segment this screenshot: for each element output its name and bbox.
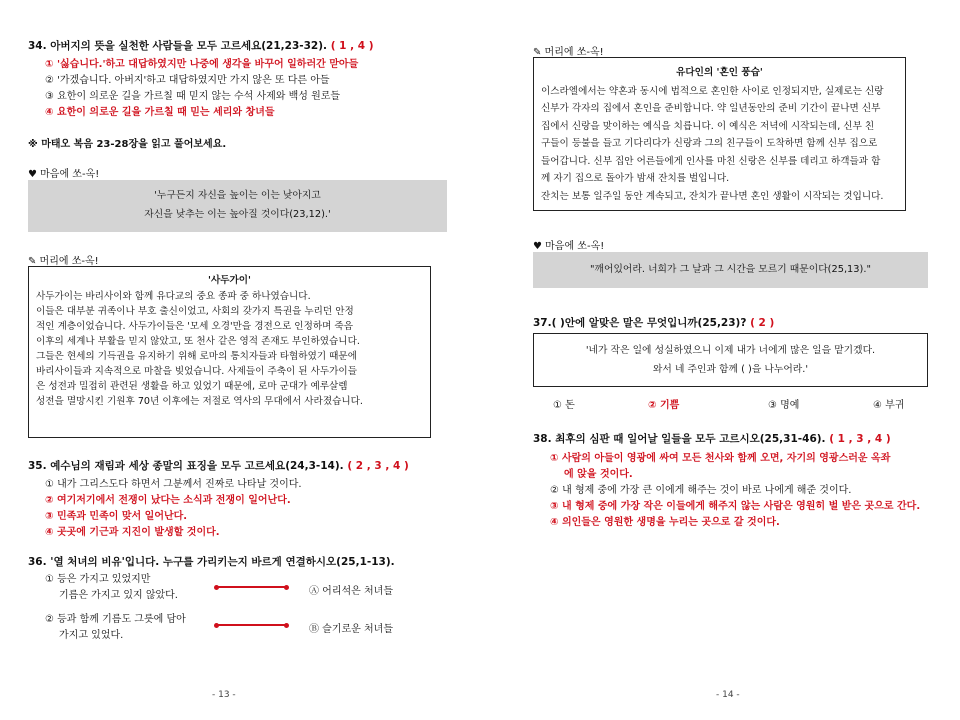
sadducees-line: 이후의 세계나 부활을 믿지 않았고, 또 천사 같은 영적 존재도 부인하였습니다. [36,336,360,347]
marriage-line: 잔치는 보통 일주일 동안 계속되고, 잔치가 끝나면 혼인 생활이 시작되는 것입니다. [541,190,884,202]
q36-question: 36. '열 처녀의 비유'입니다. 누구를 가리키는지 바르게 연결하시오(25,1-13). [28,556,395,568]
q34-title [28,38,374,53]
q37-title [533,315,774,330]
q36-item-2 [45,612,186,644]
heart-label-2: ♥ 마음에 쏘-옥! [533,241,605,252]
marriage-line: 신부가 각자의 집에서 혼인을 준비합니다. 약 일년동안의 준비 기간이 끝나면 신부 [541,103,881,114]
marriage-line: 들어갑니다. 신부 집안 어른들에게 인사를 마친 신랑은 신부를 데리고 하객들과 함 [541,155,881,167]
heart-label-1: ♥ 마음에 쏘-옥! [28,169,100,180]
marriage-custom-box [533,57,906,211]
head-label-1: ✎ 머리에 쏘-옥! [28,256,99,267]
q38-option-1-line1: ① 사람의 아들이 영광에 싸여 모든 천사와 함께 오면, 자기의 영광스러운 옥좌 [550,453,891,464]
head-label-2: ✎ 머리에 쏘-옥! [533,47,604,58]
sadducees-line: 성전을 멸망시킨 기원후 70년 이후에는 저절로 역사의 무대에서 사라졌습니다. [36,396,363,407]
marriage-line: 이스라엘에서는 약혼과 동시에 법적으로 혼인한 사이로 인정되지만, 실제로는 신랑 [541,85,884,97]
q38-option-4: ④ 의인들은 영원한 생명을 누리는 곳으로 갈 것이다. [550,517,780,528]
q34-answer: ( 1 , 4 ) [330,40,374,52]
q36-match-a: Ⓐ 어리석은 처녀들 [309,586,393,597]
q37-choice-4: ④ 부귀 [873,400,905,411]
q38-answer: ( 1 , 3 , 4 ) [829,433,891,445]
page-number-14: - 14 - [716,690,740,700]
quote1-line2: 자신을 낮추는 이는 높아질 것이다(23,12).' [144,209,331,220]
q34-option-3: ③ 요한이 의로운 길을 가르칠 때 믿지 않는 수석 사제와 백성 원로들 [45,91,341,102]
q36-item1-line2: 기름은 가지고 있지 않았다. [59,590,178,601]
marriage-title: 유다인의 '혼인 풍습' [676,67,763,78]
q34-option-2: ② '가겠습니다. 아버지'하고 대답하였지만 가지 않은 또 다른 아들 [45,75,330,86]
match-dot-1-right [284,585,289,590]
q36-item1-line1: ① 등은 가지고 있었지만 [45,574,151,585]
q37-answer: ( 2 ) [750,317,775,329]
q38-question: 38. 최후의 심판 때 일어날 일들을 모두 고르시오(25,31-46). [533,433,826,445]
match-line-1 [216,586,286,588]
q35-option-4: ④ 곳곳에 기근과 지진이 발생할 것이다. [45,527,220,538]
q35-option-2: ② 여기저기에서 전쟁이 났다는 소식과 전쟁이 일어난다. [45,495,291,506]
marriage-line: 집에서 신랑을 맞이하는 예식을 치릅니다. 이 예식은 저녁에 시작되는데, 신부 친 [541,120,875,132]
match-dot-2-right [284,623,289,628]
sadducees-line: 이들은 대부분 귀족이나 부호 출신이었고, 사회의 갖가지 특권을 누리던 안정 [36,306,354,317]
q34-option-1: ① '싫습니다.'하고 대답하였지만 나중에 생각을 바꾸어 일하러간 맏아들 [45,59,359,70]
q35-option-3: ③ 민족과 민족이 맞서 일어난다. [45,511,188,522]
q37-choice-2: ② 기쁨 [648,400,680,411]
marriage-line: 께 자기 집으로 돌아가 밤새 잔치를 벌입니다. [541,173,730,184]
q37-quote-line1: '네가 작은 일에 성실하였으니 이제 내가 너에게 많은 일을 맡기겠다. [585,345,876,356]
q34-option-4: ④ 요한이 의로운 길을 가르칠 때 믿는 세리와 창녀들 [45,107,275,118]
q38-option-2: ② 내 형제 중에 가장 큰 이에게 해주는 것이 바로 나에게 해준 것이다. [550,485,852,496]
q36-item2-line1: ② 등과 함께 기름도 그릇에 담아 [45,614,186,625]
q35-title [28,458,409,473]
page-number-13: - 13 - [212,690,236,700]
sadducees-line: 바리사이들과 지속적으로 마찰을 빚었습니다. 사제들이 주축이 된 사두가이들 [36,366,357,377]
marriage-line: 구들이 등불을 들고 기다리다가 신랑과 그의 친구들이 도착하면 함께 신부 집으로 [541,138,878,149]
sadducees-line: 적인 계층이었습니다. 사두가이들은 '모세 오경'만을 경전으로 인정하며 죽음 [36,321,353,332]
q34-question: 34. 아버지의 뜻을 실천한 사람들을 모두 고르세요(21,23-32). [28,40,328,52]
q37-choice-3: ③ 명예 [768,400,800,411]
q37-question: 37.( )안에 알맞은 말은 무엇입니까(25,23)? [533,317,747,329]
sadducees-line: 그들은 현세의 기득권을 유지하기 위해 로마의 통치자들과 타협하였기 때문에 [36,351,357,362]
q38-option-1-line2: 에 앉을 것이다. [564,469,633,480]
reading-note: ※ 마태오 복음 23-28장을 읽고 풀어보세요. [28,139,227,150]
sadducees-title: '사두가이' [208,275,251,286]
quote-box-2: "깨어있어라. 너희가 그 날과 그 시간을 모르기 때문이다(25,13)." [533,252,928,288]
q36-item2-line2: 가지고 있었다. [59,630,124,641]
sadducees-line: 은 성전과 밀접히 관련된 생활을 하고 있었기 때문에, 로마 군대가 예루살렘 [36,381,348,392]
q38-option-3: ③ 내 형제 중에 가장 작은 이들에게 해주지 않는 사람은 영원히 벌 받은 곳으로 간다. [550,501,921,512]
match-line-2 [216,624,286,626]
right-page [480,0,960,720]
q35-answer: ( 2 , 3 , 4 ) [347,460,409,472]
sadducees-line: 사두가이는 바리사이와 함께 유다교의 중요 종파 중 하나였습니다. [36,291,311,302]
q38-title [533,431,891,446]
q36-item-1 [45,572,178,604]
quote-box-1 [28,180,447,232]
quote1-line1: '누구든지 자신을 높이는 이는 낮아지고 [154,190,321,201]
q37-quote-box [533,333,928,387]
q35-option-1: ① 내가 그리스도다 하면서 그분께서 진짜로 나타날 것이다. [45,479,302,490]
q37-quote-line2: 와서 네 주인과 함께 ( )을 나누어라.' [652,364,809,375]
q37-choice-1: ① 돈 [553,400,575,411]
q36-match-b: Ⓑ 슬기로운 처녀들 [309,624,393,635]
q35-question: 35. 예수님의 재림과 세상 종말의 표징을 모두 고르세요(24,3-14). [28,460,344,472]
sadducees-box [28,266,431,438]
